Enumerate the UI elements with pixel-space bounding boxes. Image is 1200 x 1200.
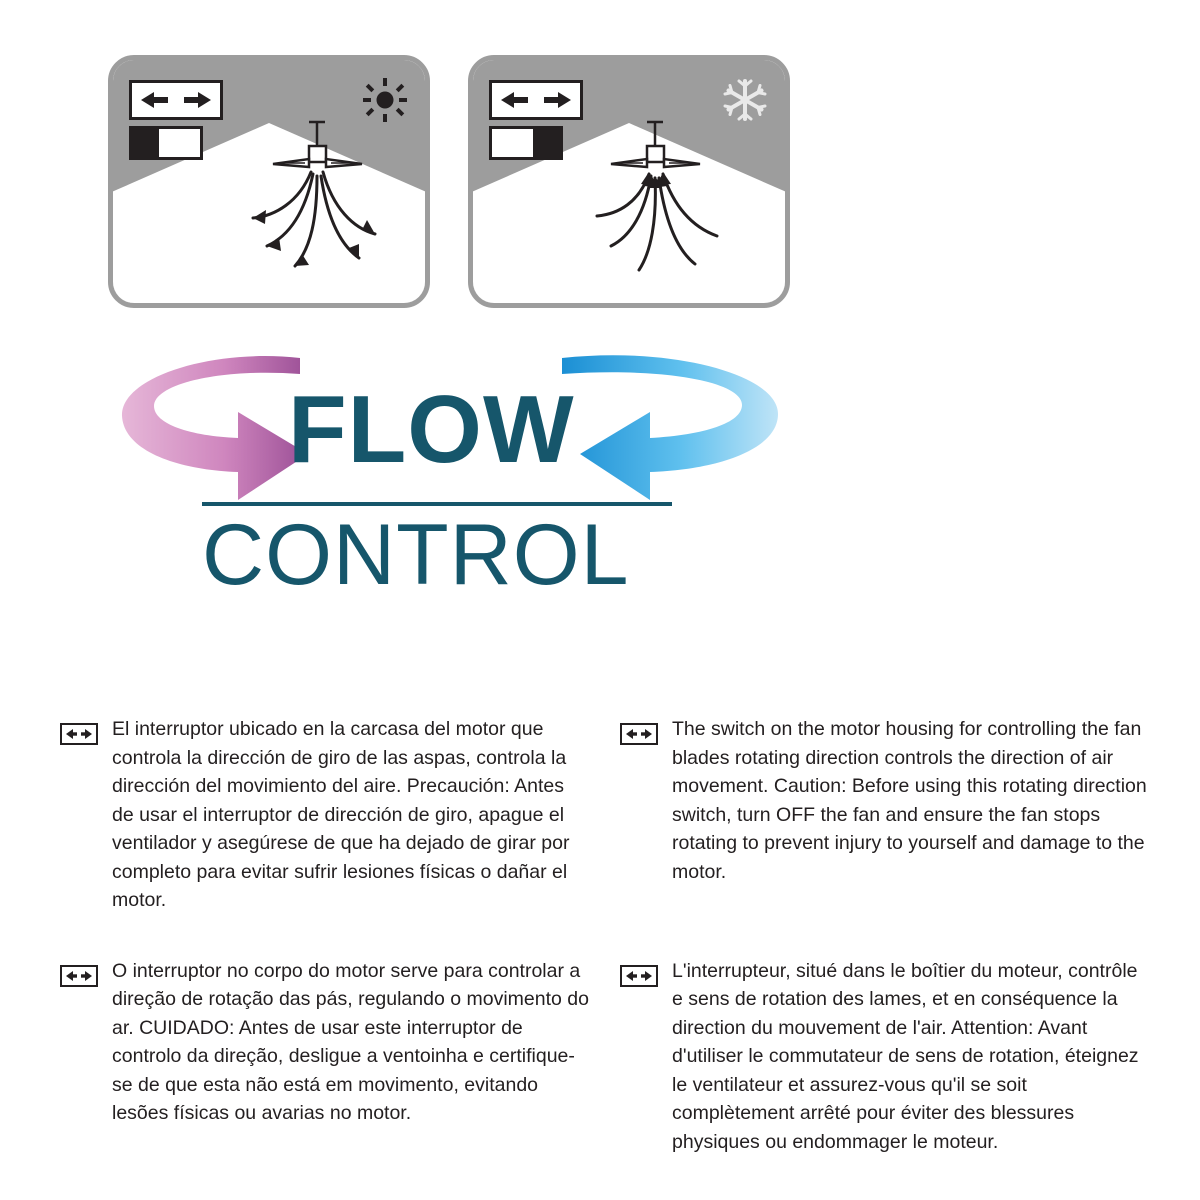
mode-diagrams xyxy=(108,55,790,308)
reverse-toggle-switch[interactable] xyxy=(129,126,203,160)
reverse-toggle-switch[interactable] xyxy=(489,126,563,160)
note-pt xyxy=(60,957,590,1157)
note-text: O interruptor no corpo do motor serve para controlar a direção de rotação das pás, regulando o movimento do ar. CUIDADO: Antes de usar este interruptor de controlo da direção, desligue a ventoinha e certifique-se de que esta não está em movimento, evitando lesões físicas ou avarias no motor. xyxy=(112,959,589,1124)
note-en xyxy=(620,715,1150,915)
direction-switch-arrows xyxy=(129,80,223,120)
logo-divider xyxy=(202,502,672,506)
left-right-arrows-icon xyxy=(60,723,98,745)
note-text: El interruptor ubicado en la carcasa del motor que controla la dirección de giro de las aspas, controla la dirección del movimiento del aire. Precaución: Antes de usar el interruptor de dirección de giro, apague el ventilador y asegúrese de que ha dejado de girar por completo para evitar sufrir lesiones físicas o dañar el motor. xyxy=(112,718,570,911)
note-fr xyxy=(620,957,1150,1157)
flow-control-logo xyxy=(110,330,790,615)
left-right-arrows-icon xyxy=(60,965,98,987)
snowflake-icon xyxy=(723,78,767,122)
note-text: The switch on the motor housing for controlling the fan blades rotating direction controls the direction of air movement. Caution: Before using this rotating direction switch, turn OFF the fan and ensure the fan stops rotating to prevent injury to yourself and damage to the motor. xyxy=(672,718,1147,883)
note-text: L'interrupteur, situé dans le boîtier du moteur, contrôle e sens de rotation des lames, et en conséquence la direction du mouvement de l'air. Attention: Avant d'utiliser le commutateur de sens de rotation, éteignez le ventilateur et assurez-vous qu'il se soit complètement arrêté pour éviter des blessures physiques ou endommager le moteur. xyxy=(672,959,1139,1153)
left-right-arrows-icon xyxy=(501,90,571,110)
panel-winter-mode xyxy=(468,55,790,308)
left-right-arrows-icon xyxy=(620,965,658,987)
direction-switch-arrows xyxy=(489,80,583,120)
panel-summer-mode xyxy=(108,55,430,308)
toggle-knob xyxy=(132,129,159,157)
left-right-arrows-icon xyxy=(620,723,658,745)
left-right-arrows-icon xyxy=(141,90,211,110)
sun-icon xyxy=(363,78,407,122)
instruction-notes xyxy=(60,715,1150,1156)
logo-word-flow: FLOW xyxy=(288,376,575,483)
toggle-knob xyxy=(533,129,560,157)
note-es xyxy=(60,715,590,915)
logo-word-control: CONTROL xyxy=(202,507,630,603)
